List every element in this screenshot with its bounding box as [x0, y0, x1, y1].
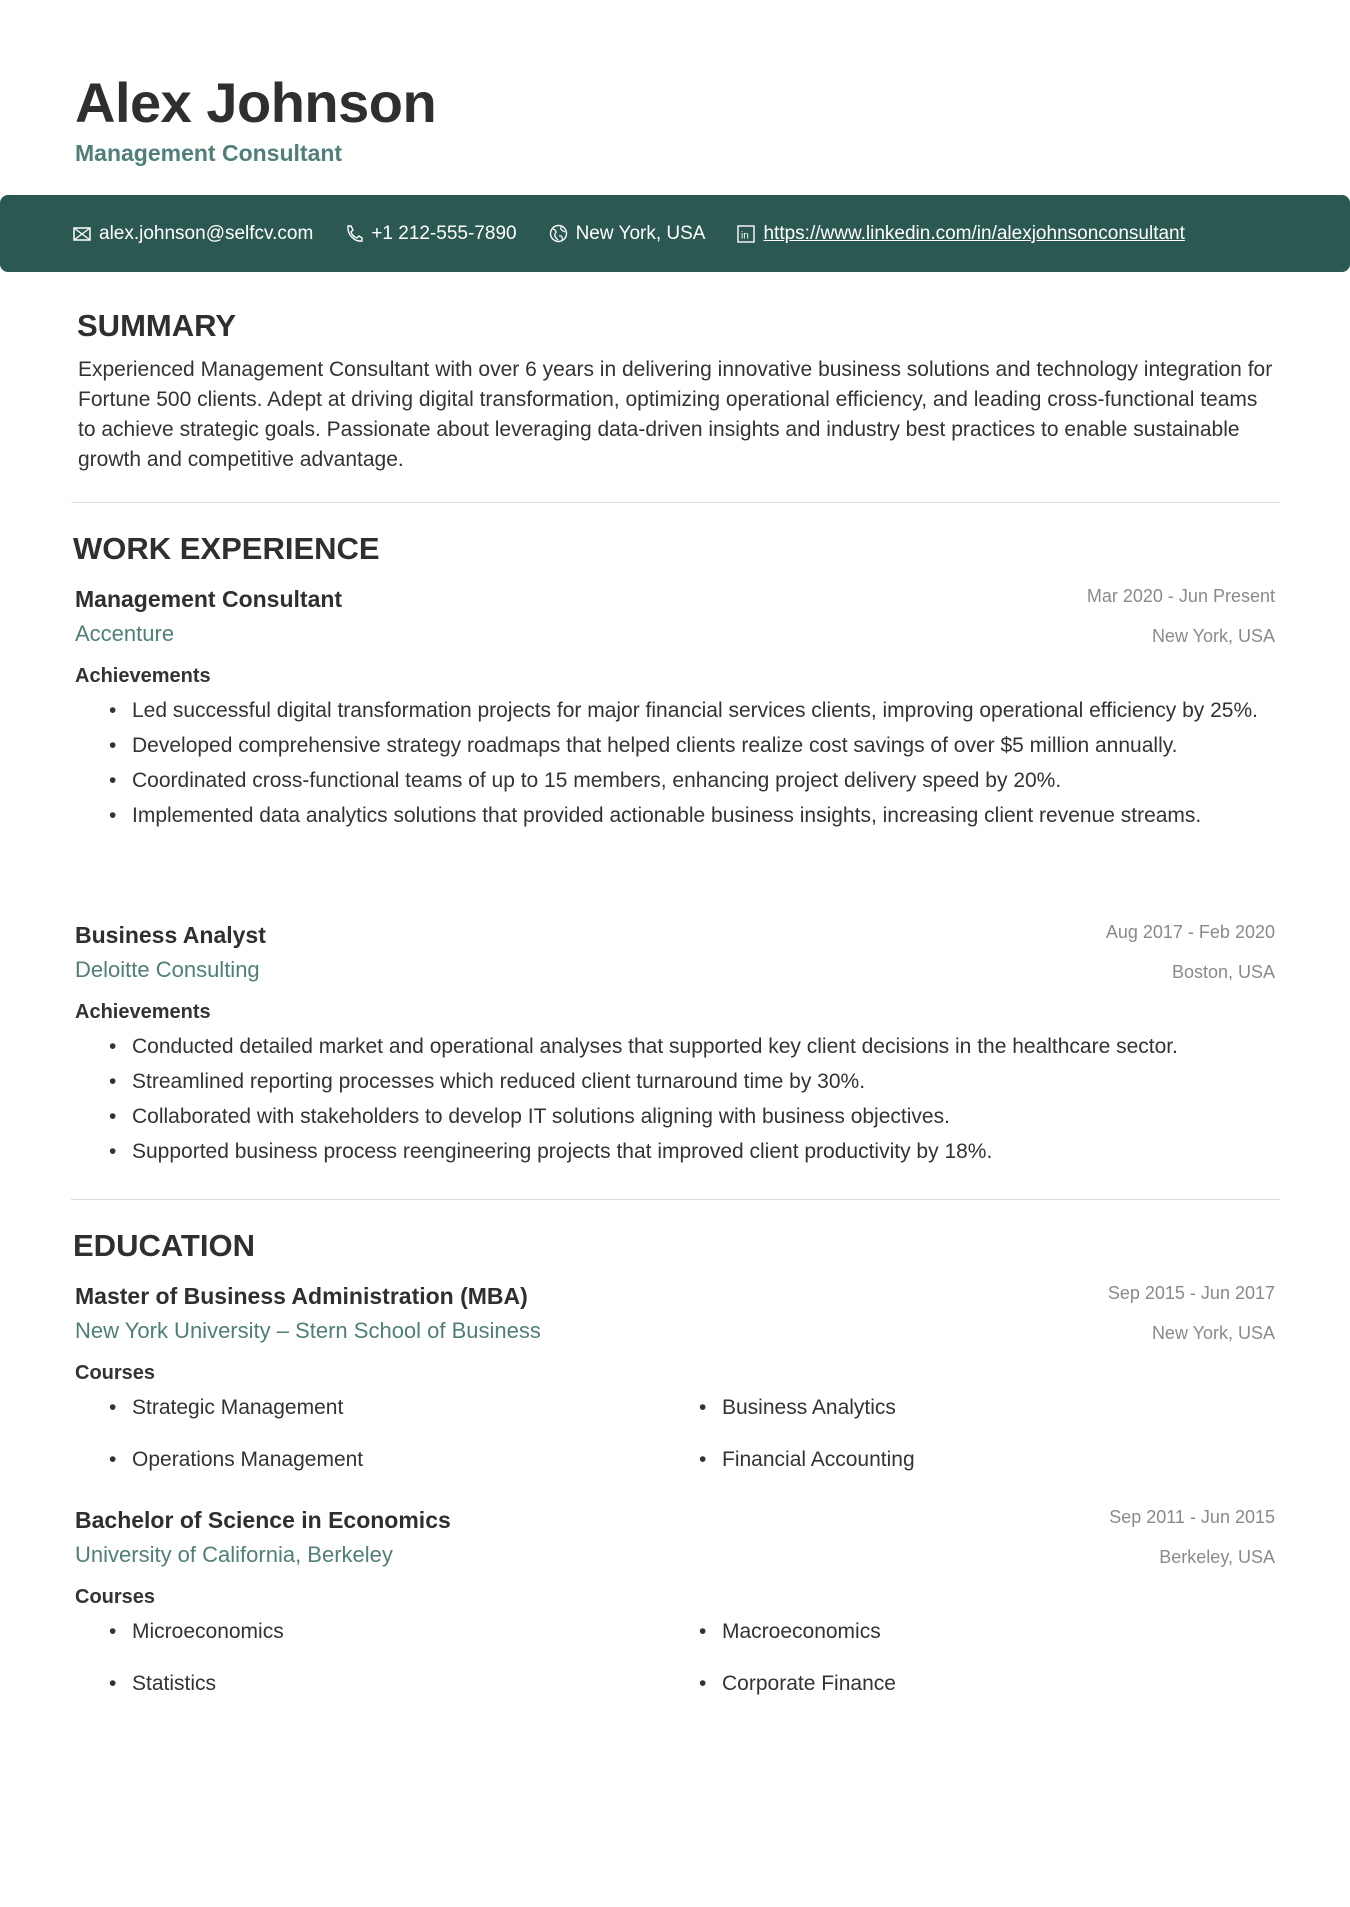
- phone-icon: [345, 224, 363, 244]
- education-location: Berkeley, USA: [1159, 1547, 1275, 1567]
- phone-text: +1 212-555-7890: [371, 222, 517, 244]
- job-dates: Mar 2020 - Jun Present: [1086, 586, 1275, 606]
- list-item: • Developed comprehensive strategy roadmaps that helped clients realize cost savings of over $5 million annually.: [75, 731, 1275, 761]
- job-entry: [75, 922, 1275, 1172]
- globe-icon: [549, 224, 568, 243]
- courses-list: [75, 1393, 1275, 1475]
- linkedin-icon: [737, 225, 755, 243]
- list-item: • Supported business process reengineering projects that improved client productivity by 18%.: [75, 1137, 1275, 1167]
- job-title: Management Consultant: [75, 586, 343, 612]
- candidate-role: Management Consultant: [75, 140, 343, 166]
- location-text: New York, USA: [575, 222, 706, 244]
- linkedin-link[interactable]: https://www.linkedin.com/in/alexjohnsonconsultant: [763, 222, 1185, 244]
- course-item: • Business Analytics: [665, 1393, 1255, 1423]
- list-item: • Coordinated cross-functional teams of up to 15 members, enhancing project delivery speed by 20%.: [75, 766, 1275, 796]
- job-company: Deloitte Consulting: [75, 957, 260, 982]
- course-item: • Strategic Management: [75, 1393, 665, 1423]
- list-item: • Implemented data analytics solutions that provided actionable business insights, increasing client revenue streams.: [75, 801, 1275, 831]
- courses-heading: Courses: [75, 1362, 156, 1384]
- contact-location: [549, 223, 706, 245]
- job-dates: Aug 2017 - Feb 2020: [1105, 922, 1275, 942]
- list-item: • Streamlined reporting processes which reduced client turnaround time by 30%.: [75, 1067, 1275, 1097]
- summary-heading: SUMMARY: [77, 308, 237, 343]
- degree-title: Bachelor of Science in Economics: [75, 1507, 451, 1533]
- list-item: • Led successful digital transformation projects for major financial services clients, improving operational efficiency by 25%.: [75, 696, 1275, 726]
- candidate-name: Alex Johnson: [75, 71, 437, 134]
- divider: [71, 502, 1280, 503]
- course-item: • Corporate Finance: [665, 1669, 1255, 1699]
- list-item: • Collaborated with stakeholders to develop IT solutions aligning with business objectives.: [75, 1102, 1275, 1132]
- education-entry: [75, 1283, 1275, 1475]
- education-location: New York, USA: [1151, 1323, 1275, 1343]
- courses-list: [75, 1617, 1275, 1699]
- achievements-heading: Achievements: [75, 1001, 211, 1023]
- experience-heading: WORK EXPERIENCE: [73, 531, 380, 566]
- achievements-heading: Achievements: [75, 665, 211, 687]
- contact-linkedin[interactable]: [737, 223, 1184, 245]
- job-company: Accenture: [75, 621, 175, 646]
- divider: [71, 1199, 1280, 1200]
- education-dates: Sep 2011 - Jun 2015: [1109, 1507, 1275, 1527]
- job-location: New York, USA: [1151, 626, 1275, 646]
- contact-phone[interactable]: [345, 223, 516, 245]
- job-title: Business Analyst: [75, 922, 266, 948]
- contact-email[interactable]: [73, 223, 313, 245]
- course-item: • Operations Management: [75, 1445, 665, 1475]
- course-item: • Microeconomics: [75, 1617, 665, 1647]
- svg-text:in: in: [741, 230, 750, 241]
- list-item: • Conducted detailed market and operational analyses that supported key client decisions in the healthcare sector.: [75, 1032, 1275, 1062]
- education-heading: EDUCATION: [73, 1228, 255, 1263]
- school-name: New York University – Stern School of Business: [75, 1318, 541, 1343]
- summary-text: Experienced Management Consultant with over 6 years in delivering innovative business solutions and technology integration for Fortune 500 clients. Adept at driving digital transformation, optimizing operational efficiency, and leading cross-functional teams to achieve strategic goals. Passionate about leveraging data-driven insights and industry best practices to enable sustainable growth and competitive advantage.: [78, 358, 1273, 471]
- job-entry: [75, 586, 1275, 836]
- school-name: University of California, Berkeley: [75, 1542, 393, 1567]
- education-dates: Sep 2015 - Jun 2017: [1107, 1283, 1275, 1303]
- courses-heading: Courses: [75, 1586, 156, 1608]
- email-text: alex.johnson@selfcv.com: [99, 222, 314, 244]
- course-item: • Macroeconomics: [665, 1617, 1255, 1647]
- education-entry: [75, 1507, 1275, 1699]
- envelope-icon: [73, 227, 91, 241]
- course-item: • Statistics: [75, 1669, 665, 1699]
- achievements-list: [75, 1032, 1275, 1167]
- contact-bar: [0, 195, 1350, 272]
- job-location: Boston, USA: [1171, 962, 1275, 982]
- course-item: • Financial Accounting: [665, 1445, 1255, 1475]
- achievements-list: [75, 696, 1275, 831]
- degree-title: Master of Business Administration (MBA): [75, 1283, 528, 1309]
